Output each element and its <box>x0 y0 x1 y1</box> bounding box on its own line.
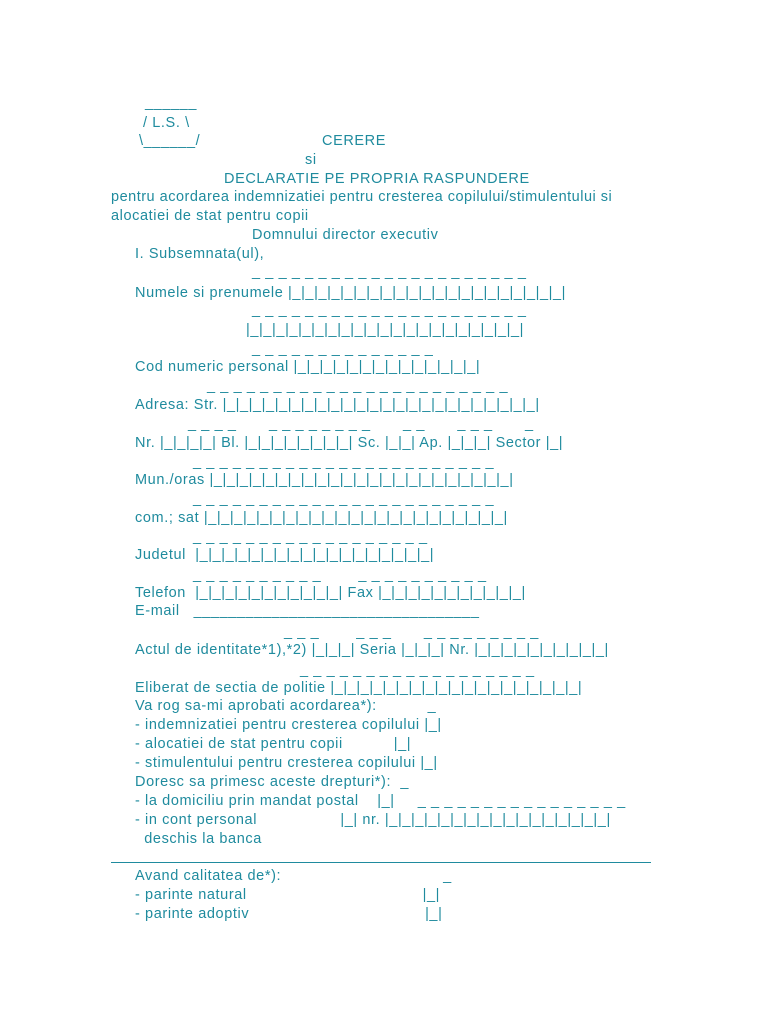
banca-text: deschis la banca <box>135 831 262 847</box>
eliberat-field[interactable]: Eliberat de sectia de politie |_|_|_|_|_|_|_|_|_|_|_|_|_|_|_|_|_|_|_| <box>135 680 583 696</box>
mun-underline: _ _ _ _ _ _ _ _ _ _ _ _ _ _ _ _ _ _ _ _ _ _ _ <box>193 454 495 470</box>
nume2-underline: _ _ _ _ _ _ _ _ _ _ _ _ _ _ _ _ _ _ _ _ _ <box>252 302 527 318</box>
stamp-middle: / L.S. \ <box>143 115 190 131</box>
addressee: Domnului director executiv <box>252 227 439 243</box>
purpose-line-1: pentru acordarea indemnizatiei pentru cresterea copilului/stimulentului si <box>111 189 613 205</box>
com-field[interactable]: com.; sat |_|_|_|_|_|_|_|_|_|_|_|_|_|_|_|_|_|_|_|_|_|_|_| <box>135 510 508 526</box>
nr-bl-sc-ap-field[interactable]: Nr. |_|_|_|_| Bl. |_|_|_|_|_|_|_|_| Sc. |_|_| Ap. |_|_|_| Sector |_| <box>135 435 564 451</box>
option-alocatie[interactable]: - alocatiei de stat pentru copii |_| <box>135 736 412 752</box>
nume-field[interactable]: Numele si prenumele |_|_|_|_|_|_|_|_|_|_|_|_|_|_|_|_|_|_|_|_|_| <box>135 285 567 301</box>
option-cont-personal[interactable]: - in cont personal |_| nr. |_|_|_|_|_|_|_|_|_|_|_|_|_|_|_|_|_| <box>135 812 611 828</box>
option-parinte-adoptiv[interactable]: - parinte adoptiv |_| <box>135 906 443 922</box>
purpose-line-2: alocatiei de stat pentru copii <box>111 208 309 224</box>
stamp-bottom: \______/ <box>139 133 201 149</box>
mun-field[interactable]: Mun./oras |_|_|_|_|_|_|_|_|_|_|_|_|_|_|_|_|_|_|_|_|_|_|_| <box>135 472 514 488</box>
eliberat-underline: _ _ _ _ _ _ _ _ _ _ _ _ _ _ _ _ _ _ <box>300 662 535 678</box>
intro: I. Subsemnata(ul), <box>135 246 265 262</box>
cnp-underline: _ _ _ _ _ _ _ _ _ _ _ _ _ _ <box>252 341 434 357</box>
title-si: si <box>305 152 317 168</box>
option-mandat-postal[interactable]: - la domiciliu prin mandat postal |_| _ _ _ _ _ _ _ _ _ _ _ _ _ _ _ _ <box>135 793 626 809</box>
calitate-text: Avand calitatea de*): _ <box>135 868 452 884</box>
nr-underline: _ _ _ _ _ _ _ _ _ _ _ _ _ _ _ _ _ _ <box>188 416 534 432</box>
act-identitate-field[interactable]: Actul de identitate*1),*2) |_|_|_| Seria |_|_|_| Nr. |_|_|_|_|_|_|_|_|_|_| <box>135 642 609 658</box>
stamp-top: ______ <box>145 95 197 111</box>
nume2-field[interactable]: |_|_|_|_|_|_|_|_|_|_|_|_|_|_|_|_|_|_|_|_|_| <box>246 322 525 338</box>
va-rog-text: Va rog sa-mi aprobati acordarea*): _ <box>135 698 437 714</box>
adresa-underline: _ _ _ _ _ _ _ _ _ _ _ _ _ _ _ _ _ _ _ _ _ _ _ <box>207 378 509 394</box>
act-underline: _ _ _ _ _ _ _ _ _ _ _ _ _ _ _ <box>284 624 539 640</box>
title-cerere: CERERE <box>322 133 387 149</box>
banca-line[interactable] <box>111 862 651 863</box>
judet-underline: _ _ _ _ _ _ _ _ _ _ _ _ _ _ _ _ _ _ <box>193 529 428 545</box>
option-parinte-natural[interactable]: - parinte natural |_| <box>135 887 441 903</box>
nume-underline: _ _ _ _ _ _ _ _ _ _ _ _ _ _ _ _ _ _ _ _ _ <box>252 264 527 280</box>
telefon-fax-field[interactable]: Telefon |_|_|_|_|_|_|_|_|_|_|_| Fax |_|_|_|_|_|_|_|_|_|_|_| <box>135 585 526 601</box>
email-field[interactable]: E-mail _________________________________ <box>135 603 480 619</box>
adresa-field[interactable]: Adresa: Str. |_|_|_|_|_|_|_|_|_|_|_|_|_|_|_|_|_|_|_|_|_|_|_|_| <box>135 397 540 413</box>
option-stimulent[interactable]: - stimulentului pentru cresterea copilului |_| <box>135 755 438 771</box>
option-indemnizatie[interactable]: - indemnizatiei pentru cresterea copilului |_| <box>135 717 442 733</box>
cnp-field[interactable]: Cod numeric personal |_|_|_|_|_|_|_|_|_|_|_|_|_|_| <box>135 359 481 375</box>
title-declaratie: DECLARATIE PE PROPRIA RASPUNDERE <box>224 171 530 187</box>
judet-field[interactable]: Judetul |_|_|_|_|_|_|_|_|_|_|_|_|_|_|_|_|_|_| <box>135 547 435 563</box>
com-underline: _ _ _ _ _ _ _ _ _ _ _ _ _ _ _ _ _ _ _ _ _ _ _ <box>193 491 495 507</box>
telefon-underline: _ _ _ _ _ _ _ _ _ _ _ _ _ _ _ _ _ _ _ _ <box>193 567 487 583</box>
doresc-text: Doresc sa primesc aceste drepturi*): _ <box>135 774 410 790</box>
